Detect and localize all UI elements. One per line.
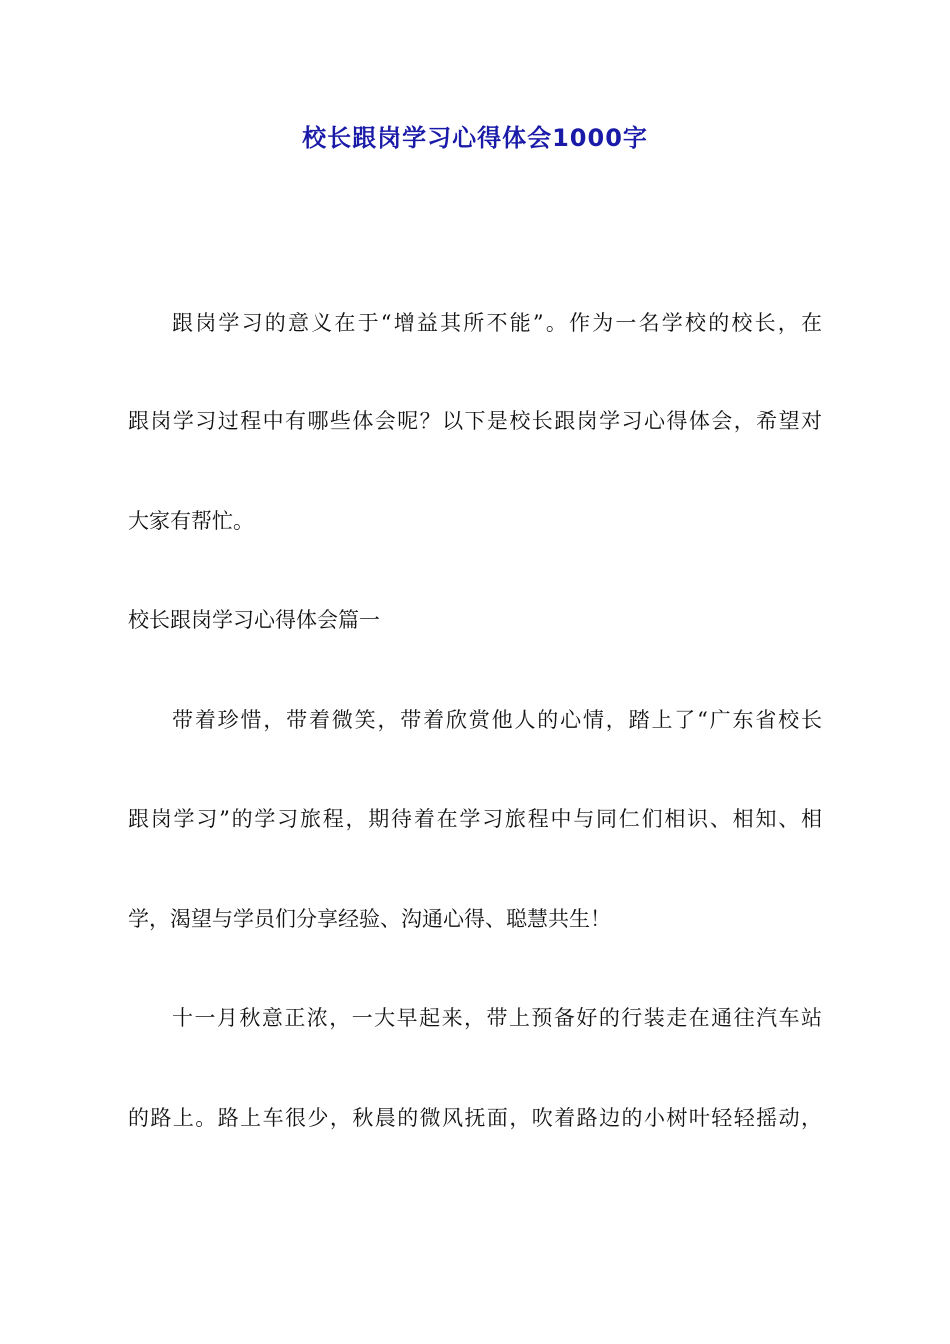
paragraph-line: 跟岗学习”的学习旅程，期待着在学习旅程中与同仁们相识、相知、相 — [128, 807, 822, 831]
paragraph-line: 大家有帮忙。 — [128, 509, 254, 533]
paragraph-line: 跟岗学习过程中有哪些体会呢？以下是校长跟岗学习心得体会，希望对 — [128, 409, 822, 433]
document-title: 校长跟岗学习心得体会1000字 — [302, 124, 648, 152]
section-heading: 校长跟岗学习心得体会篇一 — [128, 608, 380, 632]
paragraph-line: 学，渴望与学员们分享经验、沟通心得、聪慧共生！ — [128, 907, 611, 931]
paragraph-line: 的路上。路上车很少，秋晨的微风抚面，吹着路边的小树叶轻轻摇动， — [128, 1106, 822, 1130]
paragraph-line: 带着珍惜，带着微笑，带着欣赏他人的心情，踏上了“广东省校长 — [172, 708, 822, 732]
paragraph-line: 跟岗学习的意义在于“增益其所不能”。作为一名学校的校长，在 — [172, 311, 822, 335]
paragraph-line: 十一月秋意正浓，一大早起来，带上预备好的行装走在通往汽车站 — [172, 1006, 822, 1030]
